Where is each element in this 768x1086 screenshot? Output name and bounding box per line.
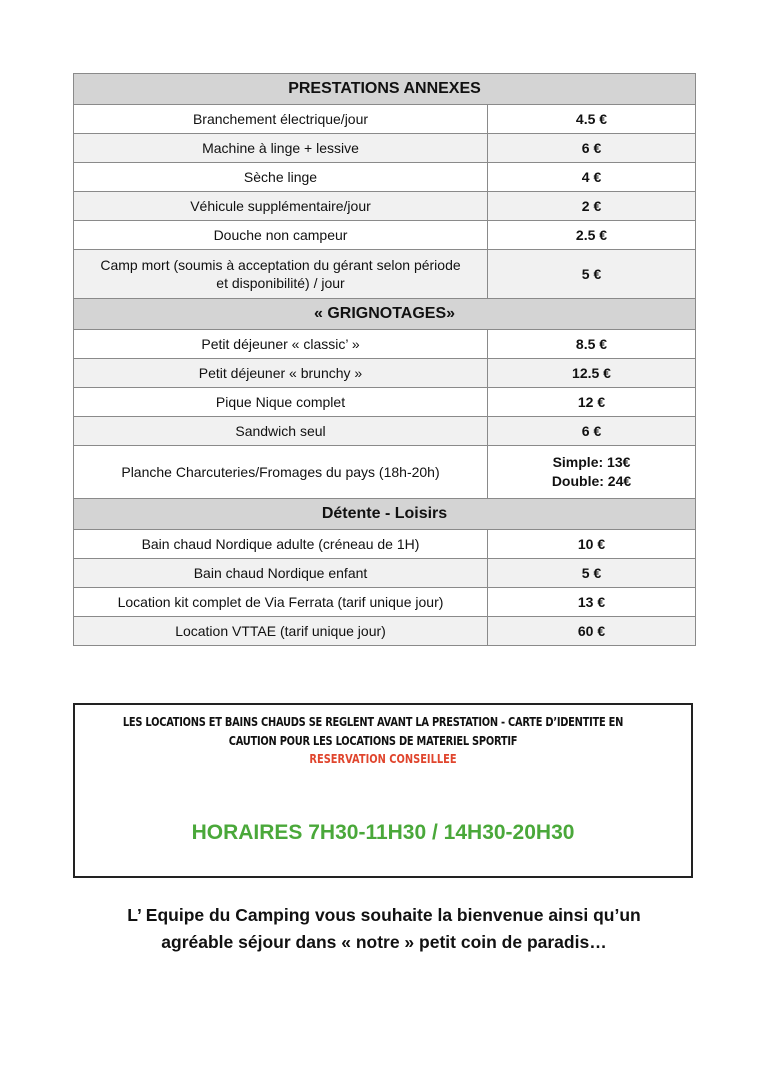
table-row <box>74 530 696 559</box>
item-label: Sèche linge <box>74 163 488 192</box>
item-label: Douche non campeur <box>74 221 488 250</box>
item-price: 5 € <box>488 559 696 588</box>
price-double: Double: 24€ <box>551 473 632 489</box>
notice-text <box>77 713 669 751</box>
table-row <box>74 446 696 499</box>
table-row <box>74 588 696 617</box>
item-label: Location kit complet de Via Ferrata (tarif unique jour) <box>74 588 488 617</box>
table-row <box>74 192 696 221</box>
notice-line: LES LOCATIONS ET BAINS CHAUDS SE REGLENT AVANT LA PRESTATION - CARTE D’IDENTITE EN <box>122 715 624 729</box>
item-label: Bain chaud Nordique enfant <box>74 559 488 588</box>
item-label: Petit déjeuner « classic’ » <box>74 330 488 359</box>
notice-line: CAUTION POUR LES LOCATIONS DE MATERIEL SPORTIF <box>228 734 518 748</box>
table-row <box>74 250 696 299</box>
item-label: Véhicule supplémentaire/jour <box>74 192 488 221</box>
item-label: Pique Nique complet <box>74 388 488 417</box>
reservation-advice: RESERVATION CONSEILLEE <box>309 752 457 766</box>
price-simple: Simple: 13€ <box>552 454 631 470</box>
section-header-prestations <box>74 74 696 105</box>
item-price: 2 € <box>488 192 696 221</box>
welcome-line: L’ Equipe du Camping vous souhaite la bienvenue ainsi qu’un <box>127 905 641 925</box>
welcome-line: agréable séjour dans « notre » petit coin de paradis… <box>161 932 607 952</box>
section-title: PRESTATIONS ANNEXES <box>74 74 696 105</box>
item-price: 13 € <box>488 588 696 617</box>
item-price: 5 € <box>488 250 696 299</box>
opening-hours: HORAIRES 7H30-11H30 / 14H30-20H30 <box>191 821 575 844</box>
item-price: 4.5 € <box>488 105 696 134</box>
item-price: 6 € <box>488 417 696 446</box>
item-label: Planche Charcuteries/Fromages du pays (18h-20h) <box>74 446 488 499</box>
section-title: Détente - Loisirs <box>74 499 696 530</box>
table-row <box>74 221 696 250</box>
section-header-detente <box>74 499 696 530</box>
item-price: 12.5 € <box>488 359 696 388</box>
item-label: Sandwich seul <box>74 417 488 446</box>
item-label: Branchement électrique/jour <box>74 105 488 134</box>
section-title: « GRIGNOTAGES» <box>74 299 696 330</box>
table-row <box>74 417 696 446</box>
welcome-message <box>60 902 708 956</box>
section-header-grignotages <box>74 299 696 330</box>
notice-box <box>73 703 693 878</box>
table-row <box>74 330 696 359</box>
item-price: 4 € <box>488 163 696 192</box>
item-label: Machine à linge + lessive <box>74 134 488 163</box>
table-row <box>74 105 696 134</box>
table-row <box>74 617 696 646</box>
item-price: 10 € <box>488 530 696 559</box>
item-label-line: Camp mort (soumis à acceptation du gérant selon période <box>100 257 461 273</box>
item-label: Petit déjeuner « brunchy » <box>74 359 488 388</box>
item-price: 2.5 € <box>488 221 696 250</box>
table-row <box>74 359 696 388</box>
table-row <box>74 163 696 192</box>
item-price: 8.5 € <box>488 330 696 359</box>
item-price: 60 € <box>488 617 696 646</box>
item-price: 6 € <box>488 134 696 163</box>
item-label <box>74 250 488 299</box>
price-table <box>73 73 696 646</box>
table-row <box>74 559 696 588</box>
table-row <box>74 388 696 417</box>
item-price: 12 € <box>488 388 696 417</box>
item-label-line: et disponibilité) / jour <box>216 275 345 291</box>
item-price <box>488 446 696 499</box>
item-label: Bain chaud Nordique adulte (créneau de 1H) <box>74 530 488 559</box>
item-label: Location VTTAE (tarif unique jour) <box>74 617 488 646</box>
table-row <box>74 134 696 163</box>
